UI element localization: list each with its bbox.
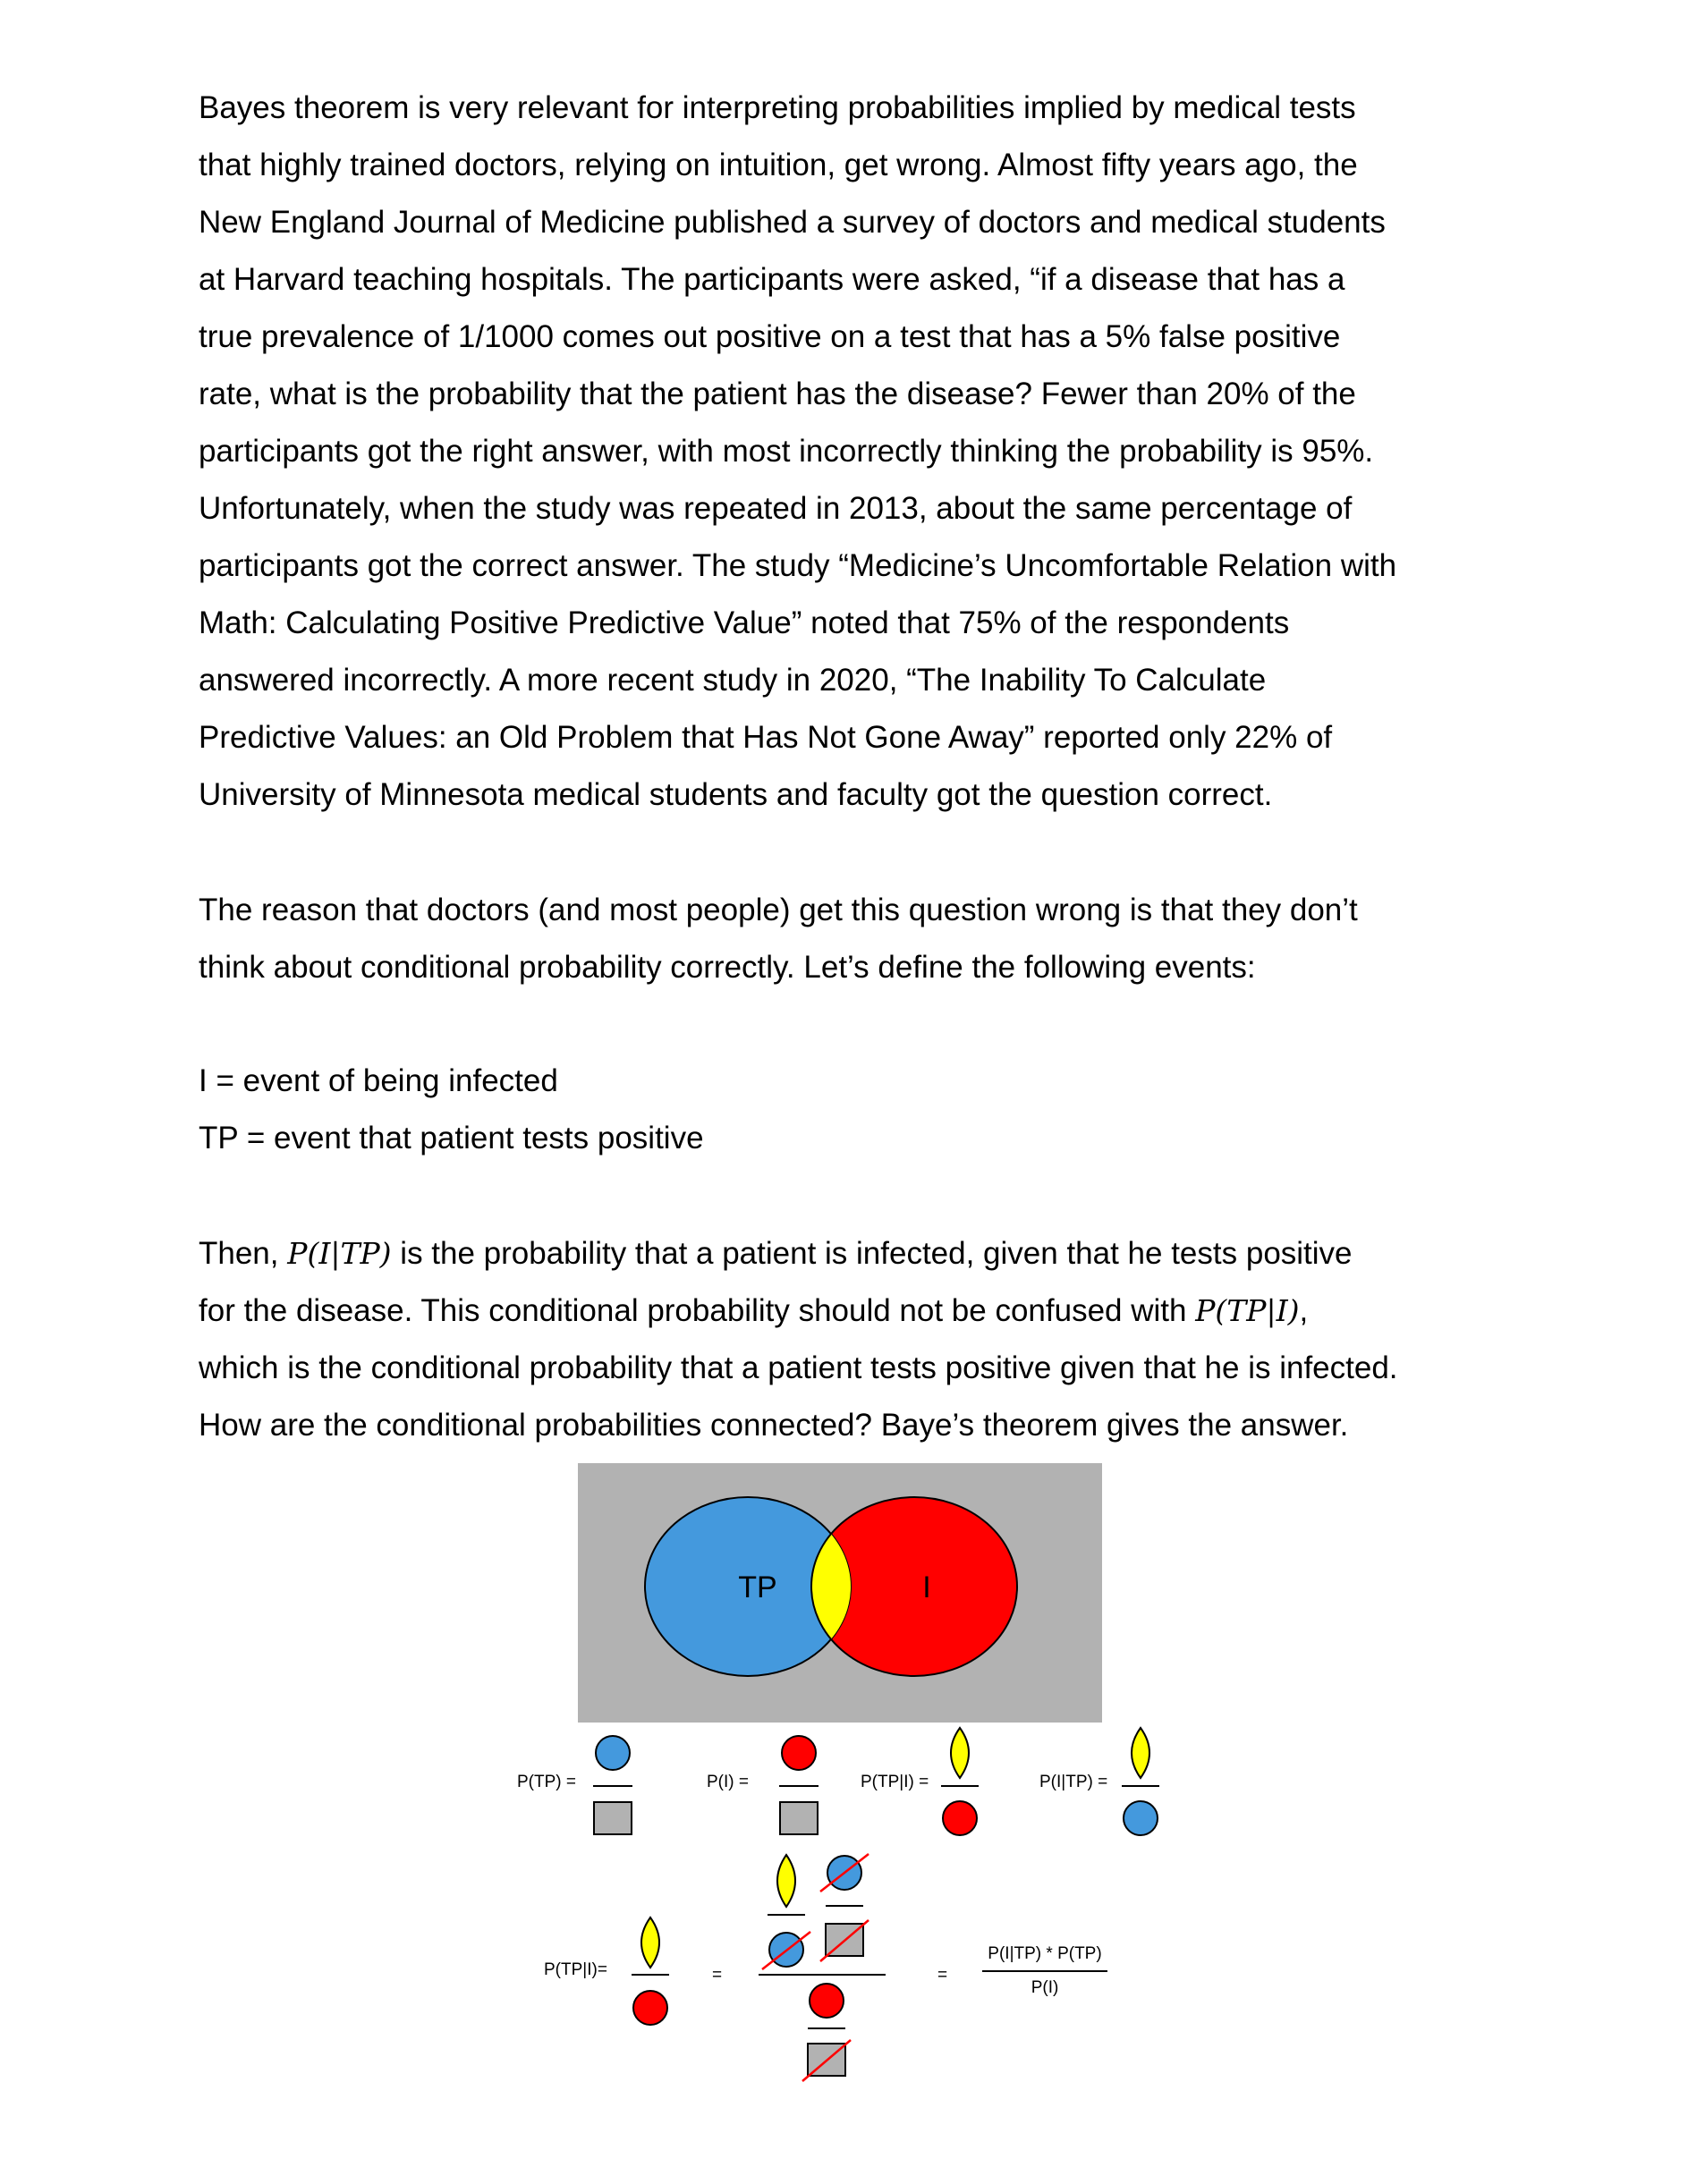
text-line: answered incorrectly. A more recent study in 2020, “The Inability To Calculate	[199, 663, 1267, 698]
probability-definitions	[517, 1728, 1159, 1835]
text-line: true prevalence of 1/1000 comes out positive on a test that has a 5% false positive	[199, 319, 1341, 354]
red-circle-icon	[810, 1984, 844, 2018]
text-line: Unfortunately, when the study was repeated in 2013, about the same percentage of	[199, 491, 1353, 526]
label-p-tp-given-i: P(TP|I) =	[861, 1773, 929, 1791]
venn-diagram	[578, 1463, 1102, 1723]
bayes-derivation	[544, 1854, 1107, 2081]
text-line: rate, what is the probability that the patient has the disease? Fewer than 20% of the	[199, 377, 1356, 411]
text-line: The reason that doctors (and most people) get this question wrong is that they don’t	[199, 893, 1358, 927]
text-line: New England Journal of Medicine published a survey of doctors and medical students	[199, 205, 1386, 240]
yellow-lens-icon	[951, 1728, 969, 1778]
text-line: at Harvard teaching hospitals. The participants were asked, “if a disease that has a	[199, 262, 1345, 297]
definition-tests-positive: TP = event that patient tests positive	[199, 1121, 704, 1155]
red-circle-icon	[943, 1801, 977, 1835]
label-p-tp: P(TP) =	[517, 1773, 576, 1791]
text-line: Predictive Values: an Old Problem that Has Not Gone Away” reported only 22% of	[199, 720, 1333, 755]
text-line: Bayes theorem is very relevant for interpreting probabilities implied by medical tests	[199, 90, 1356, 125]
text-line: participants got the correct answer. The study “Medicine’s Uncomfortable Relation with	[199, 548, 1397, 583]
equals-sign: =	[712, 1966, 723, 1985]
text-line: which is the conditional probability that a patient tests positive given that he is infected.	[199, 1350, 1398, 1385]
yellow-lens-icon	[1132, 1728, 1149, 1778]
gray-square-icon	[780, 1802, 818, 1834]
red-circle-icon	[633, 1991, 667, 2025]
result-denominator: P(I)	[1031, 1978, 1059, 1997]
text-line: that highly trained doctors, relying on intuition, get wrong. Almost fifty years ago, the	[199, 148, 1358, 182]
blue-circle-icon	[596, 1736, 630, 1770]
venn-label-tp: TP	[738, 1570, 777, 1604]
text-line: think about conditional probability correctly. Let’s define the following events:	[199, 950, 1256, 985]
label-p-i: P(I) =	[707, 1773, 749, 1791]
text-line: participants got the right answer, with most incorrectly thinking the probability is 95%.	[199, 434, 1374, 469]
venn-label-i: I	[922, 1570, 931, 1604]
gray-square-icon	[594, 1802, 632, 1834]
label-p-i-given-tp: P(I|TP) =	[1039, 1773, 1108, 1791]
text-line: Math: Calculating Positive Predictive Value” noted that 75% of the respondents	[199, 605, 1290, 640]
result-numerator: P(I|TP) * P(TP)	[988, 1944, 1102, 1963]
text-line: for the disease. This conditional probability should not be confused with P(TP|I),	[199, 1293, 1309, 1328]
text-line: How are the conditional probabilities connected? Baye’s theorem gives the answer.	[199, 1408, 1349, 1443]
yellow-lens-icon	[777, 1855, 795, 1907]
math-p-tp-given-i: P(TP|I)	[1195, 1293, 1300, 1328]
text-line: University of Minnesota medical students and faculty got the question correct.	[199, 777, 1273, 812]
math-p-i-given-tp: P(I|TP)	[287, 1236, 392, 1271]
label-derivation-lhs: P(TP|I)=	[544, 1960, 607, 1979]
red-circle-icon	[782, 1736, 816, 1770]
yellow-lens-icon	[641, 1917, 659, 1968]
definition-infected: I = event of being infected	[199, 1063, 558, 1098]
text-line: Then, P(I|TP) is the probability that a patient is infected, given that he tests positive	[199, 1236, 1353, 1271]
blue-circle-icon	[1124, 1801, 1158, 1835]
equals-sign: =	[937, 1966, 948, 1985]
